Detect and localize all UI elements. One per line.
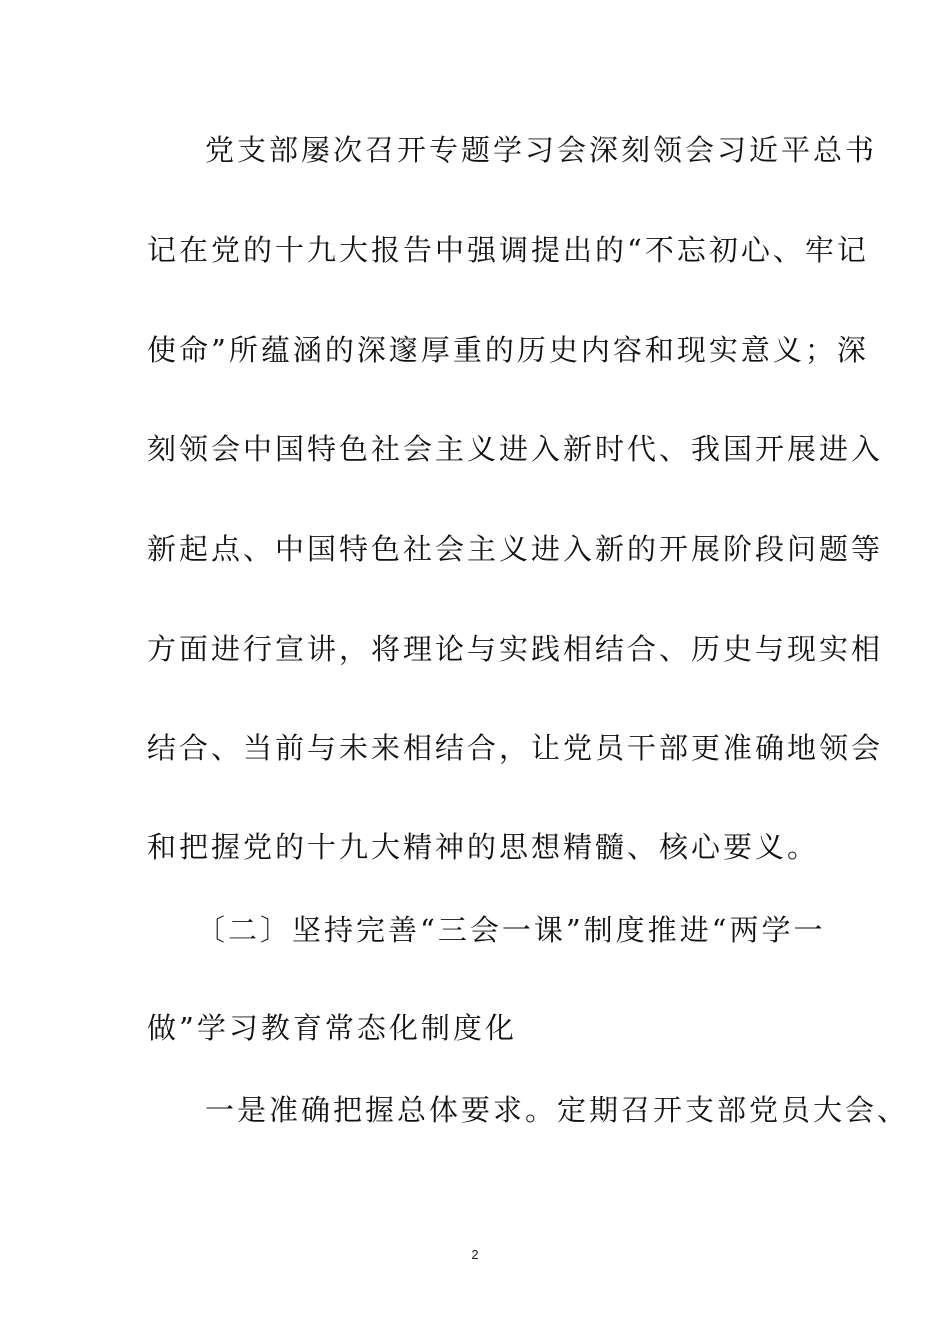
section-heading-line-1: 〔二〕坚持完善“三会一课”制度推进“两学一 [196,913,826,947]
paragraph-line-9: 一是准确把握总体要求。定期召开支部党员大会、 [205,1093,910,1127]
page-number: 2 [471,1247,479,1262]
section-heading-line-2: 做”学习教育常态化制度化 [147,1011,517,1045]
paragraph-line-8: 和把握党的十九大精神的思想精髓、核心要义。 [147,830,820,864]
paragraph-line-4: 刻领会中国特色社会主义进入新时代、我国开展进入 [147,432,884,466]
paragraph-line-5: 新起点、中国特色社会主义进入新的开展阶段问题等 [147,532,884,566]
paragraph-line-6: 方面进行宣讲，将理论与实践相结合、历史与现实相 [147,632,884,666]
paragraph-line-7: 结合、当前与未来相结合，让党员干部更准确地领会 [147,731,884,765]
paragraph-line-1: 党支部屡次召开专题学习会深刻领会习近平总书 [205,133,878,167]
paragraph-line-3: 使命”所蕴涵的深邃厚重的历史内容和现实意义；深 [147,333,869,367]
paragraph-line-2: 记在党的十九大报告中强调提出的“不忘初心、牢记 [147,233,869,267]
